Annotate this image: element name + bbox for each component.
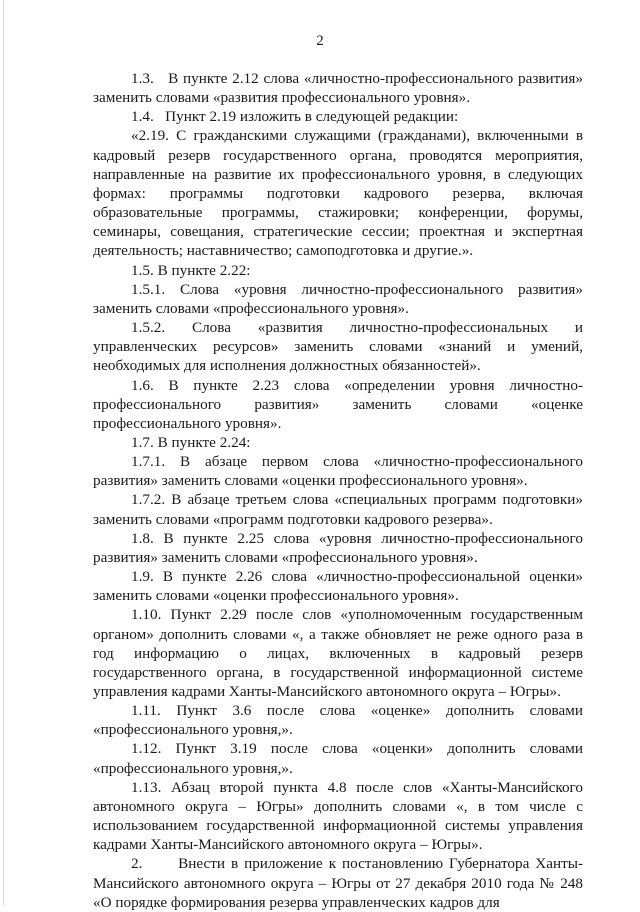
paragraph-1-13: 1.13. Абзац второй пункта 4.8 после слов «Ханты-Мансийского автономного округа – Югры» дополнить словами «, в том числе с использованием государственной информационной системы управления кадрами Ханты-Мансийского автономного округа – Югры». [93,778,583,854]
paragraph-1-12: 1.12. Пункт 3.19 после слова «оценки» дополнить словами «профессионального уровня,». [93,740,583,777]
paragraph-1-3: 1.3. В пункте 2.12 слова «личностно-профессионального развития» заменить словами «развития профессионального уровня». [93,70,583,107]
paragraph-1-5: 1.5. В пункте 2.22: [131,261,251,279]
paragraph-1-11: 1.11. Пункт 3.6 после слова «оценке» дополнить словами «профессионального уровня,». [93,702,583,739]
paragraph-1-10: 1.10. Пункт 2.29 после слов «уполномоченным государственным органом» дополнить словами «, а также обновляет не реже одного раза в год информацию о лицах, включенных в кадровый резерв государственного органа, в государственной информационной системе управления кадрами Ханты-Мансийского автономного округа – Югры». [93,606,583,700]
paragraph-1-7-1: 1.7.1. В абзаце первом слова «личностно-профессионального развития» заменить словами «оценки профессионального уровня». [93,453,583,490]
paragraph-1-9: 1.9. В пункте 2.26 слова «личностно-профессиональной оценки» заменить словами «оценки профессионального уровня». [93,568,583,605]
paragraph-1-6: 1.6. В пункте 2.23 слова «определении уровня личностно-профессионального развития» заменить словами «оценке профессионального уровня». [93,376,583,432]
paragraph-1-4: 1.4. Пункт 2.19 изложить в следующей редакции: [131,108,459,126]
paragraph-1-8: 1.8. В пункте 2.25 слова «уровня личностно-профессионального развития» заменить словами «профессионального уровня». [93,529,583,566]
paragraph-1-7: 1.7. В пункте 2.24: [131,433,251,451]
paragraph-1-7-2: 1.7.2. В абзаце третьем слова «специальных программ подготовки» заменить словами «программ подготовки кадрового резерва». [93,491,583,528]
document-body [93,69,583,912]
page-edge-line [3,0,4,905]
paragraph-1-5-2: 1.5.2. Слова «развития личностно-профессиональных и управленческих ресурсов» заменить словами «знаний и умений, необходимых для исполнения должностных обязанностей». [93,319,583,375]
paragraph-2-19-text: «2.19. С гражданскими служащими (гражданами), включенными в кадровый резерв государственного органа, проводятся мероприятия, направленные на развитие их профессионального уровня, в следующих формах: программы подготовки кадрового резерва, включая образовательные программы, стажировки; конференции, форумы, семинары, совещания, стратегические сессии; проектная и экспертная деятельность; наставничество; самоподготовка и другие.». [93,127,583,260]
paragraph-1-5-1: 1.5.1. Слова «уровня личностно-профессионального развития» заменить словами «профессионального уровня». [93,280,583,317]
paragraph-2: 2. Внести в приложение к постановлению Губернатора Ханты-Мансийского автономного округа – Югры от 27 декабря 2010 года № 248 «О порядке формирования резерва управленческих кадров для [93,855,583,911]
page-number: 2 [316,33,324,49]
